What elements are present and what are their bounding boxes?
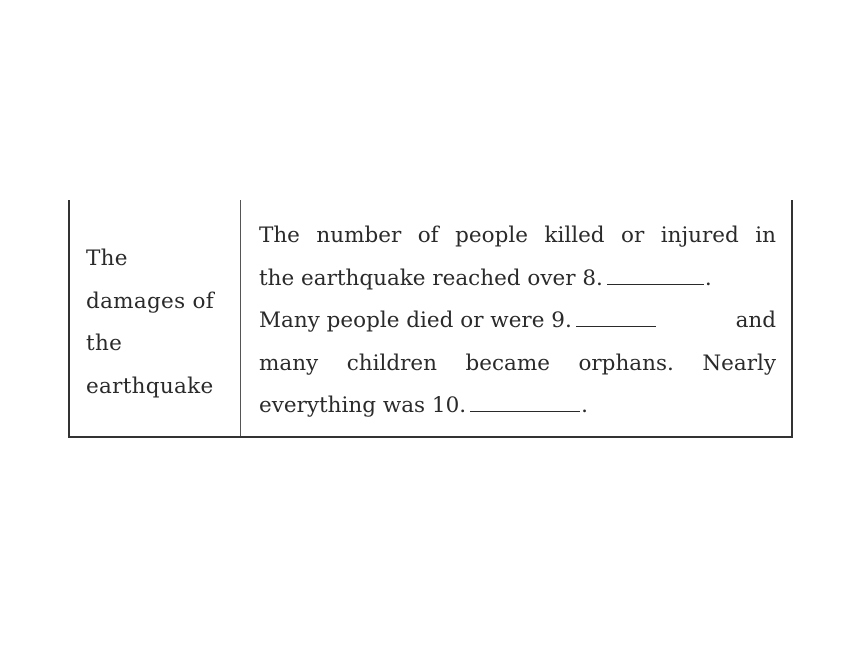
text-line-5-start: everything was 10.: [259, 393, 467, 418]
text-line-3: [259, 300, 776, 343]
text-line-3-start: Many people died or were 9.: [259, 308, 572, 333]
text-line-5-end: .: [581, 393, 588, 418]
row-heading-cell: [86, 238, 236, 408]
text-line-2: [259, 258, 776, 301]
row-heading-line: The: [86, 246, 128, 271]
description-cell: [259, 215, 776, 428]
text-line-2-start: the earthquake reached over 8.: [259, 265, 603, 291]
worksheet-table: [68, 200, 793, 438]
row-heading-line: damages of: [86, 288, 215, 314]
text-line-1: The number of people killed or injured in: [259, 223, 776, 248]
text-line-3-start-group: [259, 300, 657, 343]
text-line-2-end: .: [704, 265, 712, 291]
table-left-border: [68, 200, 70, 436]
row-heading-line: the: [86, 331, 123, 356]
text-line-5: [259, 385, 776, 428]
blank-8[interactable]: [607, 266, 704, 285]
table-right-border: [791, 200, 793, 436]
blank-9[interactable]: [576, 308, 656, 327]
blank-10[interactable]: [470, 393, 580, 412]
column-divider: [240, 200, 241, 436]
text-line-3-end: and: [735, 308, 776, 333]
text-line-4: many children became orphans. Nearly: [259, 350, 776, 376]
row-heading-line: earthquake: [86, 373, 214, 399]
